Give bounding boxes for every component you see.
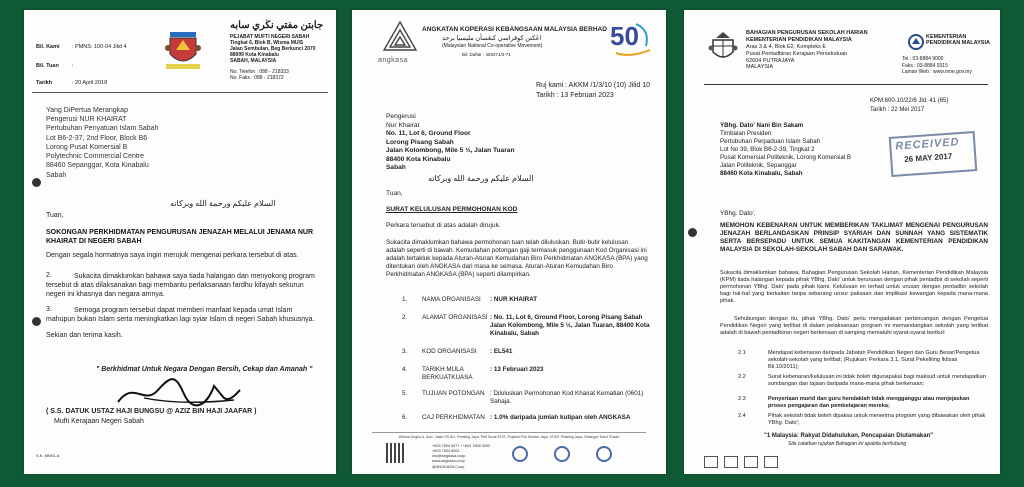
- ruj-value: :: [72, 63, 74, 69]
- para-1: Dengan segala hormatnya saya ingin merujuk mengenai perkara tersebut di atas.: [46, 252, 299, 259]
- table-row-no: 5.: [402, 390, 408, 397]
- table-row-value: : No. 11, Lot 6, Ground Floor, Lorong Pisang Sabah Jalan Kolombong, Mile 5 ½, Jalan Tuaran, 88400 Kota Kinabalu, Sabah: [490, 314, 650, 338]
- addressee-line: Pengerusi NUR KHAIRAT: [46, 116, 127, 124]
- fax: No. Faks : 088 - 218372: [230, 75, 284, 81]
- fax: Faks : 03-8884 9315: [902, 62, 948, 69]
- table-row-no: 3.: [402, 348, 408, 355]
- qr-code-icon: [386, 443, 406, 463]
- certification-badge-icon: [724, 456, 738, 468]
- certification-badge-icon: [512, 446, 528, 462]
- table-row-no: 1.: [402, 296, 408, 303]
- table-row-value: : 1.0% daripada jumlah kutipan oleh ANGKASA: [490, 414, 631, 421]
- condition-no: 2.3: [738, 396, 746, 402]
- salam: السلام عليكم ورحمة الله وبركاته: [428, 174, 534, 183]
- footer-contacts: [432, 444, 490, 470]
- addressee-line: Jalan Politeknik, Sepanggar: [720, 161, 797, 169]
- addressee-line: Lorong Pisang Sabah: [386, 138, 454, 146]
- footer-address: Wisma Ungku A. Aziz, Jalan SS 8/1, Petaling Jaya, Peti Surat 8737, Pejabat Pos Kelana Jaya, 47301 Petaling Jaya, Selangor Darul Ehsan: [398, 435, 620, 439]
- table-row-no: 2.: [402, 314, 408, 321]
- addressee-line: Pertubuhan Perpaduan Islam Sabah: [720, 137, 821, 145]
- org-english: (Malaysian National Co-operative Movement): [442, 43, 543, 49]
- addressee-line: Timbalan Presiden: [720, 129, 772, 137]
- org-line: 62604 PUTRAJAYA: [746, 57, 795, 64]
- org-jawi: اڠكتن کوڤراسي کبڠسأن مليسيا برحد: [442, 35, 542, 42]
- addressee-line: No. 11, Lot 6, Ground Floor: [386, 130, 471, 138]
- table-row-label: CAJ PERKHIDMATAN: [422, 414, 485, 421]
- anniversary-number: 50: [610, 21, 639, 51]
- motto: "1 Malaysia: Rakyat Didahulukan, Pencapaian Diutamakan": [764, 433, 934, 439]
- certification-logos: [704, 456, 778, 468]
- para-1: Sukacita dimaklumkan bahawa, Bahagian Pengurusan Sekolah Harian, Kementerian Pendidikan Malaysia (KPM) tiada halangan kepada pihak YBhg. Dato' untuk berurusan dengan pihak pentadbir di sekolah seperti permohonan YBhg. Dato' pada pihak kami. Kelulusan ini terhad untuk urusan dengan pentadbir sekolah bagi hal-hal yang berkaitan tanpa sebarang unsur paksaan dan implikasi kewangan kepada mana-mana pihak.: [720, 270, 988, 304]
- addressee-line: Yang DiPertua Merangkap: [46, 107, 128, 114]
- anniversary-badge: [606, 20, 654, 56]
- certification-badge-icon: [744, 456, 758, 468]
- tel: Tel : 03-8884 9000: [902, 56, 944, 62]
- angkasa-logo-icon: [382, 20, 418, 54]
- org-line: KEMENTERIAN PENDIDIKAN MALAYSIA: [746, 36, 852, 43]
- para-1: Perkara tersebut di atas adalah dirujuk.: [386, 222, 501, 229]
- addressee-line: 88460 Sepanggar, Kota Kinabalu: [46, 162, 149, 170]
- addressee-block: [720, 122, 851, 178]
- salutation: Tuan,: [386, 190, 403, 197]
- addressee-line: Pengerusi: [386, 113, 416, 120]
- letter-kpm: [684, 10, 1000, 474]
- signer-name: ( S.S. DATUK USTAZ HAJI BUNGSU @ AZIZ BIN HAJI JAAFAR ): [46, 408, 257, 415]
- condition-no: 2.2: [738, 374, 746, 380]
- org-line: Pusat Pentadbiran Kerajaan Persekutuan: [746, 50, 848, 57]
- addressee-line: 88400 Kota Kinabalu: [386, 155, 451, 163]
- motto: " Berkhidmat Untuk Negara Dengan Bersih, Cekap dan Amanah ": [96, 366, 313, 373]
- motto-note: Sila catatkan rujukan Bahagian ini apabila berhubung: [788, 441, 907, 447]
- ruj-label: Bil. Tuan: [36, 63, 59, 69]
- certification-badge-icon: [704, 456, 718, 468]
- table-row-value: : Diluluskan Permohonan Kod Khairat Kematian (0601) Sahaja.: [490, 390, 644, 406]
- addressee-line: Pertubuhan Penyatuan Islam Sabah: [46, 125, 159, 133]
- date-value: : 20 April 2018: [72, 80, 108, 86]
- addressee-block: [386, 113, 514, 173]
- footer-code: S.K. MNS1 A: [36, 453, 60, 458]
- punch-hole: [32, 178, 41, 187]
- received-stamp: [889, 131, 978, 177]
- website: Laman Web : www.moe.gov.my: [902, 69, 972, 75]
- para-2: Sukacita dimaklumkan bahawa saya tiada halangan dan menyokong program tersebut di atas dilaksanakan bagi membantu perlaksanaan fardhu kifayah sekurun negeri ini khasnya dan negara amnya.: [46, 273, 315, 299]
- letter-angkasa: [352, 10, 666, 474]
- footer-website: www.angkasa.coop: [432, 459, 465, 464]
- addressee-line: Sabah: [46, 171, 67, 179]
- para-3: Semoga program tersebut dapat memberi manfaat kepada umat Islam mahupun bukan Islam serta meningkatkan lagi syiar Islam di negeri Sabah khususnya.: [46, 307, 315, 324]
- salam: السلام عليكم ورحمة الله وبركاته: [170, 199, 276, 208]
- punch-hole: [688, 228, 697, 237]
- contact-block: [902, 56, 972, 76]
- certification-badge-icon: [554, 446, 570, 462]
- addressee-line: YBhg. Dato' Nani Bin Sakam: [720, 122, 804, 129]
- para-2: Sehubungan dengan itu, pihak YBhg. Dato' perlu mengadakan perbincangan dengan Pengetua Pendidikan Negeri yang terlibat di dalam pelaksanaan program ini memandangkan sekolah yang terlibat adalah di bawah pentadbiran negeri berkenaan di samping mematuhi syarat-syarat berikut:: [720, 316, 988, 336]
- footer-social: @ANGKASA.Coop: [432, 464, 465, 469]
- punch-hole: [32, 317, 41, 326]
- table-row-no: 6.: [402, 414, 408, 421]
- ref-label: Bil. Kami: [36, 44, 60, 50]
- para-2-number: 2.: [46, 272, 52, 279]
- table-row-label: TARIKH MULA BERKUATKUASA: [422, 366, 473, 382]
- letterhead-arabic: جابتن مفتي نڬري سابه: [230, 20, 324, 31]
- brand: angkasa: [378, 57, 408, 64]
- reference: KPM.600-10/22/6 Jld. 41 (65): [870, 98, 949, 104]
- org-line: Tingkat 6, Blok B, Wisma MUIS: [230, 40, 304, 46]
- letterhead-address: [230, 34, 316, 81]
- condition-no: 2.1: [738, 350, 746, 356]
- malaysia-crest-icon: [708, 30, 738, 64]
- org-line: Jalan Sembulan, Beg Berkunci 2070: [230, 46, 316, 52]
- letterhead-address: [746, 30, 868, 71]
- org-line: 88999 Kota Kinabalu: [230, 52, 279, 58]
- signer-title: Mufti Kerajaan Negeri Sabah: [54, 418, 144, 425]
- addressee-line: Pusat Komersial Politeknik, Lorong Komersial B: [720, 153, 852, 161]
- footer-fax: +603 7804 5061: [432, 449, 460, 454]
- reg-number: Bil. Daftar : 483471/3-71: [462, 52, 511, 57]
- letter-date: Tarikh : 22 Mei 2017: [870, 107, 925, 113]
- subject: MEMOHON KEBENARAN UNTUK MEMBERIKAN TAKLIMAT MENGENAI PENGURUSAN JENAZAH BERLANDASKAN PRINSIP SYARIAH DAN SUNNAH YANG SISTEMATIK SERTA BERSEPADU UNTUK SEMUA KAKITANGAN KEMENTERIAN PENDIDIKAN MALAYSIA DI SEKOLAH-SEKOLAH SABAH DAN SARAWAK.: [720, 222, 988, 253]
- stamp-title: RECEIVED: [894, 136, 960, 153]
- org-name: ANGKATAN KOPERASI KEBANGSAAN MALAYSIA BERHAD: [422, 26, 607, 33]
- table-row-value: : NUR KHAIRAT: [490, 296, 538, 303]
- condition-no: 2.4: [738, 413, 746, 419]
- salutation: Tuan,: [46, 212, 64, 219]
- org-line: MALAYSIA: [746, 64, 774, 71]
- sabah-crest-icon: [164, 28, 202, 74]
- table-row-label: KOD ORGANISASI: [422, 348, 477, 355]
- para-2: Sukacita dimaklumkan bahawa permohonan tuan telah diluluskan. Butir-butir kelulusan adalah seperti di bawah. Kemudahan potongan gaji termasuk penggunaan Kod Organisasi ini adalah tertakluk kepada Aturan-Aturan Kemudahan Biro Perkhidmatan ANGKASA (BPA) yang ditentukan oleh ANGKASA dari masa ke semasa. Aturan-Aturan Kemudahan Biro Perkhidmatan ANGKASA (BPA) seperti dilampirkan.: [386, 239, 648, 279]
- subject: SOKONGAN PERKHIDMATAN PENGURUSAN JENAZAH MELALUI JENAMA NUR KHAIRAT DI NEGERI SABAH: [46, 229, 314, 246]
- salutation: YBhg. Dato',: [720, 210, 756, 217]
- addressee-line: 88460 Kota Kinabalu, Sabah: [720, 169, 803, 177]
- date-label: Tarikh: [36, 80, 53, 86]
- condition-text: Penyertaan murid dan guru hendaklah tidak mengganggu atau menjejaskan proses pengajaran dan pembelajaran mereka;: [768, 396, 970, 409]
- addressee-line: Lorong Pusat Komersial B: [46, 143, 128, 151]
- condition-text: Surat kebenaran/kelulusan ini tidak boleh digunapakai bagi maksud untuk mendapatkan sumbangan dan tajaan daripada mana-mana pihak berkenaan;: [768, 374, 986, 387]
- letter-mufti-sabah: [24, 10, 336, 474]
- table-row-no: 4.: [402, 366, 408, 373]
- subject: SURAT KELULUSAN PERMOHONAN KOD: [386, 206, 518, 213]
- certification-badge-icon: [596, 446, 612, 462]
- condition-text: Mendapat kebenaran daripada Jabatan Pendidikan Negeri dan Guru Besar/Pengetua sekolah-sekolah yang terlibat; (Rujukan: Perkara 3.1, Surat Pekeliling Iktisas Bil.10/2011);: [768, 350, 980, 370]
- table-row-value: : EL541: [490, 348, 513, 355]
- para-3-number: 3.: [46, 306, 52, 313]
- addressee-line: Lot B6-2-37, 2nd Floor, Block B6: [46, 134, 148, 142]
- stamp-date: 26 MAY 2017: [904, 151, 953, 165]
- addressee-line: Jalan Kolombong, Mile 5 ½, Jalan Tuaran: [386, 147, 515, 155]
- condition-text: Pihak sekolah tidak boleh dipaksa untuk menerima program yang dibawakan oleh pihak YBhg. Dato';: [768, 413, 986, 426]
- addressee-line: Polytechnic Commercial Centre: [46, 153, 145, 161]
- ministry-name: KEMENTERIAN PENDIDIKAN MALAYSIA: [926, 34, 990, 47]
- closing: Sekian dan terima kasih.: [46, 332, 123, 339]
- reference: Ruj kami : AKKM /1/3/10 (10) Jilid 10: [536, 82, 650, 89]
- addressee-block: [46, 106, 158, 180]
- table-row-label: TUJUAN POTONGAN: [422, 390, 485, 397]
- table-row-value: : 13 Februari 2023: [490, 366, 544, 373]
- footer-email: cso@angkasa.coop: [432, 454, 466, 459]
- org-line: Aras 3 & 4, Blok E2, Kompleks E: [746, 43, 827, 50]
- org-line: PEJABAT MUFTI NEGERI SABAH: [230, 34, 310, 40]
- ref-value: : PMNS: 100-04 Jilid 4: [72, 44, 127, 50]
- org-line: SABAH, MALAYSIA: [230, 58, 277, 64]
- certification-badge-icon: [764, 456, 778, 468]
- org-line: BAHAGIAN PENGURUSAN SEKOLAH HARIAN: [746, 30, 868, 36]
- table-row-label: ALAMAT ORGANISASI: [422, 314, 488, 321]
- addressee-line: Sabah: [386, 164, 406, 172]
- footer-phone: +603 7804 5077 / +603 7808 3000: [432, 444, 491, 448]
- addressee-line: Lot No 39, Blok B6-2-39, Tingkat 2: [720, 145, 815, 153]
- ministry-logo-icon: [908, 34, 924, 55]
- tel: No. Telefon : 088 - 218333: [230, 69, 289, 75]
- letter-date: Tarikh : 13 Februari 2023: [536, 92, 614, 99]
- table-row-label: NAMA ORGANISASI: [422, 296, 481, 303]
- addressee-line: Nur Khairat: [386, 121, 420, 129]
